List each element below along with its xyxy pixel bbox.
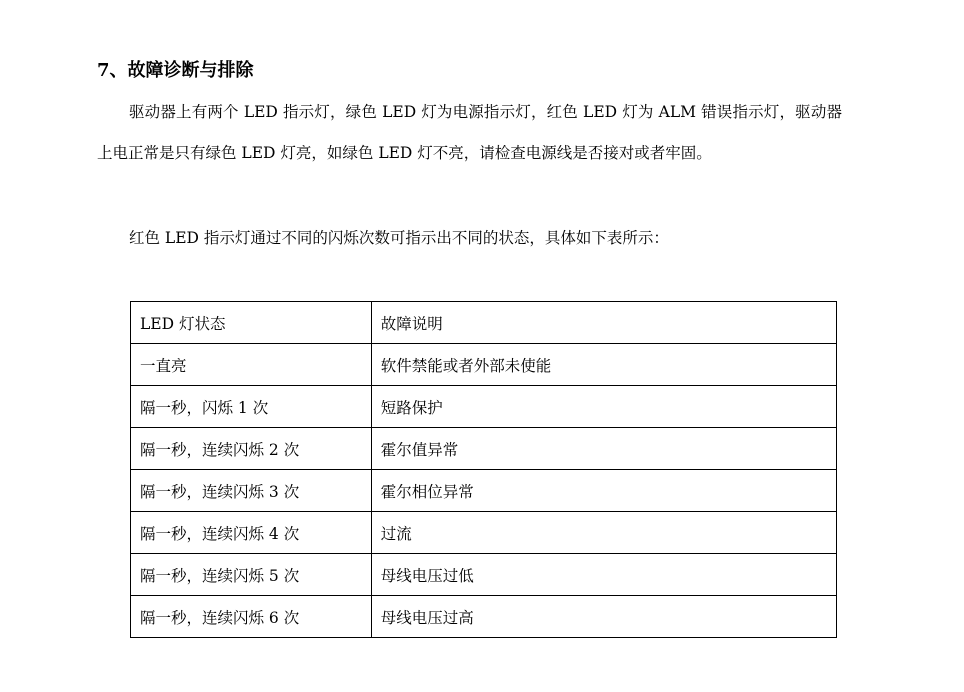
fault-description-cell: 母线电压过高	[371, 596, 836, 638]
fault-description-cell: 软件禁能或者外部未使能	[371, 344, 836, 386]
table-header-row	[131, 302, 837, 344]
fault-description-cell: 霍尔相位异常	[371, 470, 836, 512]
fault-description-cell: 短路保护	[371, 386, 836, 428]
fault-table	[130, 301, 837, 638]
led-status-cell: 隔一秒，连续闪烁 6 次	[131, 596, 372, 638]
led-status-cell: 隔一秒，连续闪烁 5 次	[131, 554, 372, 596]
led-status-cell: 隔一秒，连续闪烁 4 次	[131, 512, 372, 554]
led-status-cell: 一直亮	[131, 344, 372, 386]
table-row	[131, 512, 837, 554]
fault-description-cell: 过流	[371, 512, 836, 554]
led-status-cell: 隔一秒，连续闪烁 2 次	[131, 428, 372, 470]
paragraph-led-intro: 驱动器上有两个 LED 指示灯，绿色 LED 灯为电源指示灯，红色 LED 灯为 ALM 错误指示灯，驱动器上电正常是只有绿色 LED 灯亮，如绿色 LED 灯不亮，请检查电源线是否接对或者牢固。	[97, 103, 842, 162]
led-status-cell: 隔一秒，连续闪烁 3 次	[131, 470, 372, 512]
table-row	[131, 344, 837, 386]
led-status-cell: 隔一秒，闪烁 1 次	[131, 386, 372, 428]
header-fault-description: 故障说明	[371, 302, 836, 344]
table-row	[131, 428, 837, 470]
table-row	[131, 470, 837, 512]
fault-description-cell: 霍尔值异常	[371, 428, 836, 470]
section-heading: 7、故障诊断与排除	[97, 60, 254, 81]
table-row	[131, 386, 837, 428]
fault-description-cell: 母线电压过低	[371, 554, 836, 596]
paragraph-red-led: 红色 LED 指示灯通过不同的闪烁次数可指示出不同的状态，具体如下表所示：	[129, 229, 669, 247]
table-row	[131, 554, 837, 596]
table-row	[131, 596, 837, 638]
header-led-status: LED 灯状态	[131, 302, 372, 344]
